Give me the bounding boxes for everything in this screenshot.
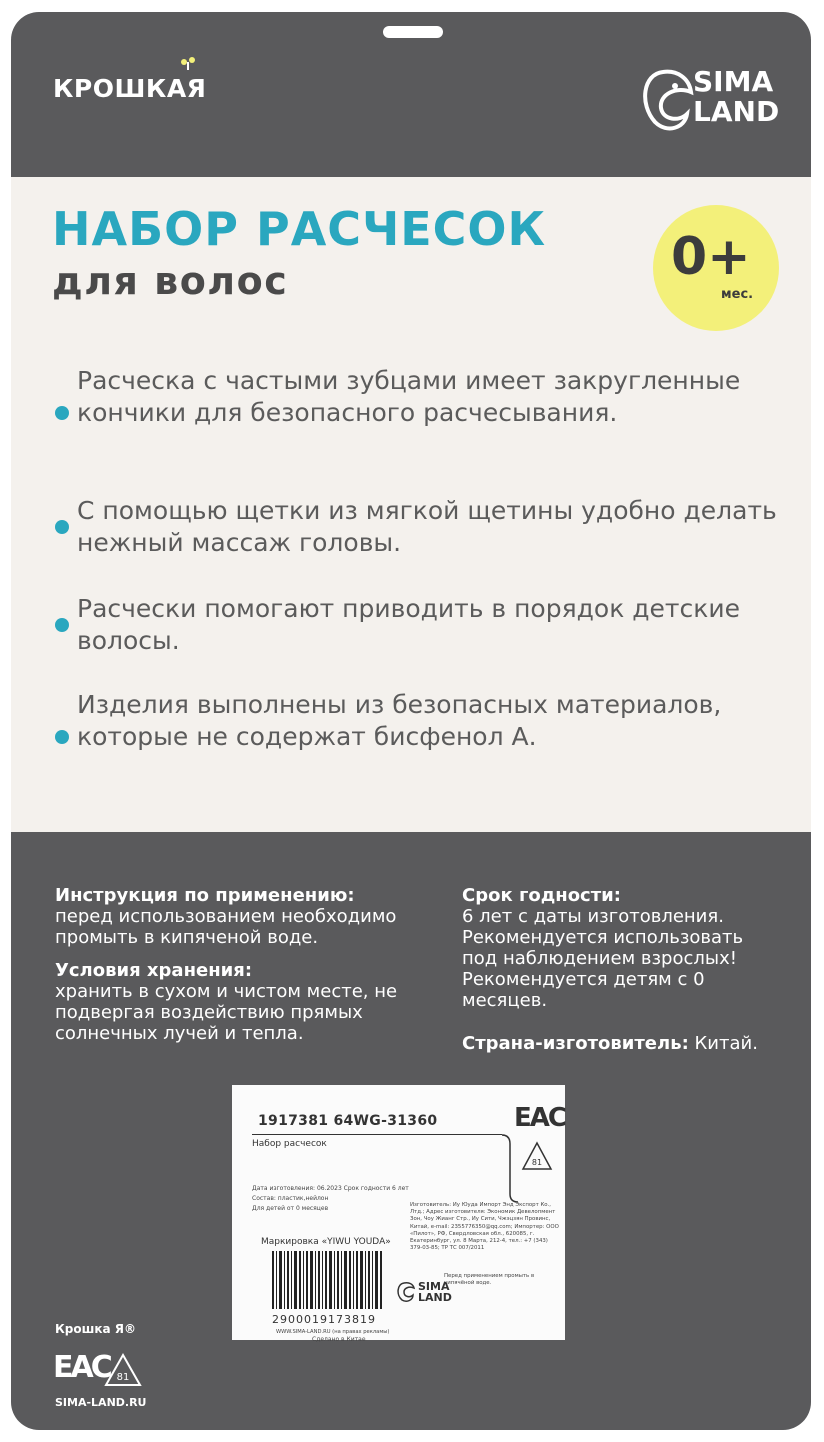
sticker-sima-line1: SIMA — [418, 1280, 450, 1293]
sticker-recycle-code: 81 — [531, 1158, 543, 1167]
age-badge-unit: мес. — [721, 287, 754, 302]
header-band — [11, 12, 811, 177]
footer-eac-mark: ЕАС — [53, 1350, 110, 1385]
sticker-site: WWW.SIMA-LAND.RU (на правах рекламы) — [276, 1329, 390, 1335]
country-title: Страна-изготовитель: — [462, 1033, 689, 1054]
storage-text: хранить в сухом и чистом месте, не подвергая воздействию прямых солнечных лучей и тепла. — [55, 981, 398, 1044]
sticker-barcode-number: 2900019173819 — [272, 1313, 376, 1326]
bullet-dot-icon — [55, 520, 69, 534]
brand-logo-kroshka — [53, 74, 206, 103]
bullet-dot-icon — [55, 730, 69, 744]
sticker-sima-land-wordmark — [418, 1281, 452, 1303]
product-title: НАБОР РАСЧЕСОК — [52, 202, 547, 256]
product-subtitle: для волос — [52, 259, 289, 303]
feature-text: Расчески помогают приводить в порядок детские волосы. — [77, 594, 740, 655]
usage-title: Инструкция по применению: — [55, 885, 355, 906]
footer-recycle-icon — [103, 1352, 143, 1388]
country-value: Китай. — [694, 1033, 758, 1054]
feature-text: Изделия выполнены из безопасных материалов, которые не содержат бисфенол А. — [77, 690, 722, 751]
sticker-sima-land-logo-icon — [394, 1281, 416, 1303]
bullet-dot-icon — [55, 618, 69, 632]
sima-land-wordmark — [693, 67, 779, 127]
age-badge — [653, 205, 779, 331]
sticker-bracket-line — [500, 1134, 520, 1204]
shelf-life-title: Срок годности: — [462, 885, 621, 906]
product-panel — [11, 177, 811, 832]
sima-land-line2: LAND — [693, 95, 780, 128]
sima-land-line1: SIMA — [693, 65, 774, 98]
sprout-icon — [180, 54, 196, 70]
sticker-composition: Состав: пластик,нейлон — [252, 1195, 329, 1202]
sticker-maker-info: Изготовитель: Иу Юуда Импорт Энд Экспорт Ко., Лтд.; Адрес изготовителя: Экономик Девелопмент Зон, Чоу Жианг Стр., Иу Сити, Чжэцзян Провинс, Китай, e-mail: 2355776350@qq.com; Импортер: ООО «Пилот», РФ, Свердловская обл., 620085, г. Екатеринбург, ул. 8 Марта, 212-4, тел.: +7 (343) 379-03-85; ТР ТС 007/2011 — [410, 1202, 559, 1252]
info-left — [55, 885, 425, 1044]
storage-title: Условия хранения: — [55, 960, 253, 981]
packaging-card — [11, 12, 811, 1430]
feature-text: С помощью щетки из мягкой щетины удобно делать нежный массаж головы. — [77, 496, 777, 557]
sticker-made-in: Сделано в Китае — [312, 1336, 366, 1343]
sticker-marking: Маркировка «YIWU YOUDA» — [261, 1237, 391, 1247]
age-badge-value: 0+ — [671, 227, 751, 287]
footer-brand: Крошка Я® — [55, 1322, 137, 1336]
feature-text: Расческа с частыми зубцами имеет закругленные кончики для безопасного расчесывания. — [77, 366, 741, 427]
sticker-instruction: Перед применением промыть в кипячёной воде. — [444, 1273, 535, 1286]
sticker-barcode — [272, 1251, 382, 1309]
sticker-sima-line2: LAND — [418, 1291, 452, 1304]
sticker-product-name: Набор расчесок — [252, 1139, 327, 1149]
shelf-life-text: 6 лет с даты изготовления. Рекомендуется использовать под наблюдением взрослых! Рекомендуется детям с 0 месяцев. — [462, 906, 744, 1011]
country-line — [462, 1033, 772, 1054]
sticker-article-code: 1917381 64WG-31360 — [258, 1113, 438, 1129]
sticker-age: Для детей от 0 месяцев — [252, 1205, 329, 1212]
sticker-divider — [252, 1134, 502, 1135]
footer-recycle-code: 81 — [116, 1372, 130, 1383]
bullet-dot-icon — [55, 406, 69, 420]
sticker-recycle-icon — [520, 1140, 554, 1174]
sticker-eac-mark: ЕАС — [514, 1103, 565, 1133]
sticker-manufacture-date: Дата изготовления: 06.2023 Срок годности 6 лет — [252, 1185, 409, 1192]
usage-text: перед использованием необходимо промыть в кипяченой воде. — [55, 906, 397, 948]
footer-url: SIMA-LAND.RU — [55, 1396, 147, 1409]
brand-logo-text: КРОШКАЯ — [53, 74, 207, 103]
product-sticker — [232, 1085, 565, 1343]
info-right — [462, 885, 772, 1054]
